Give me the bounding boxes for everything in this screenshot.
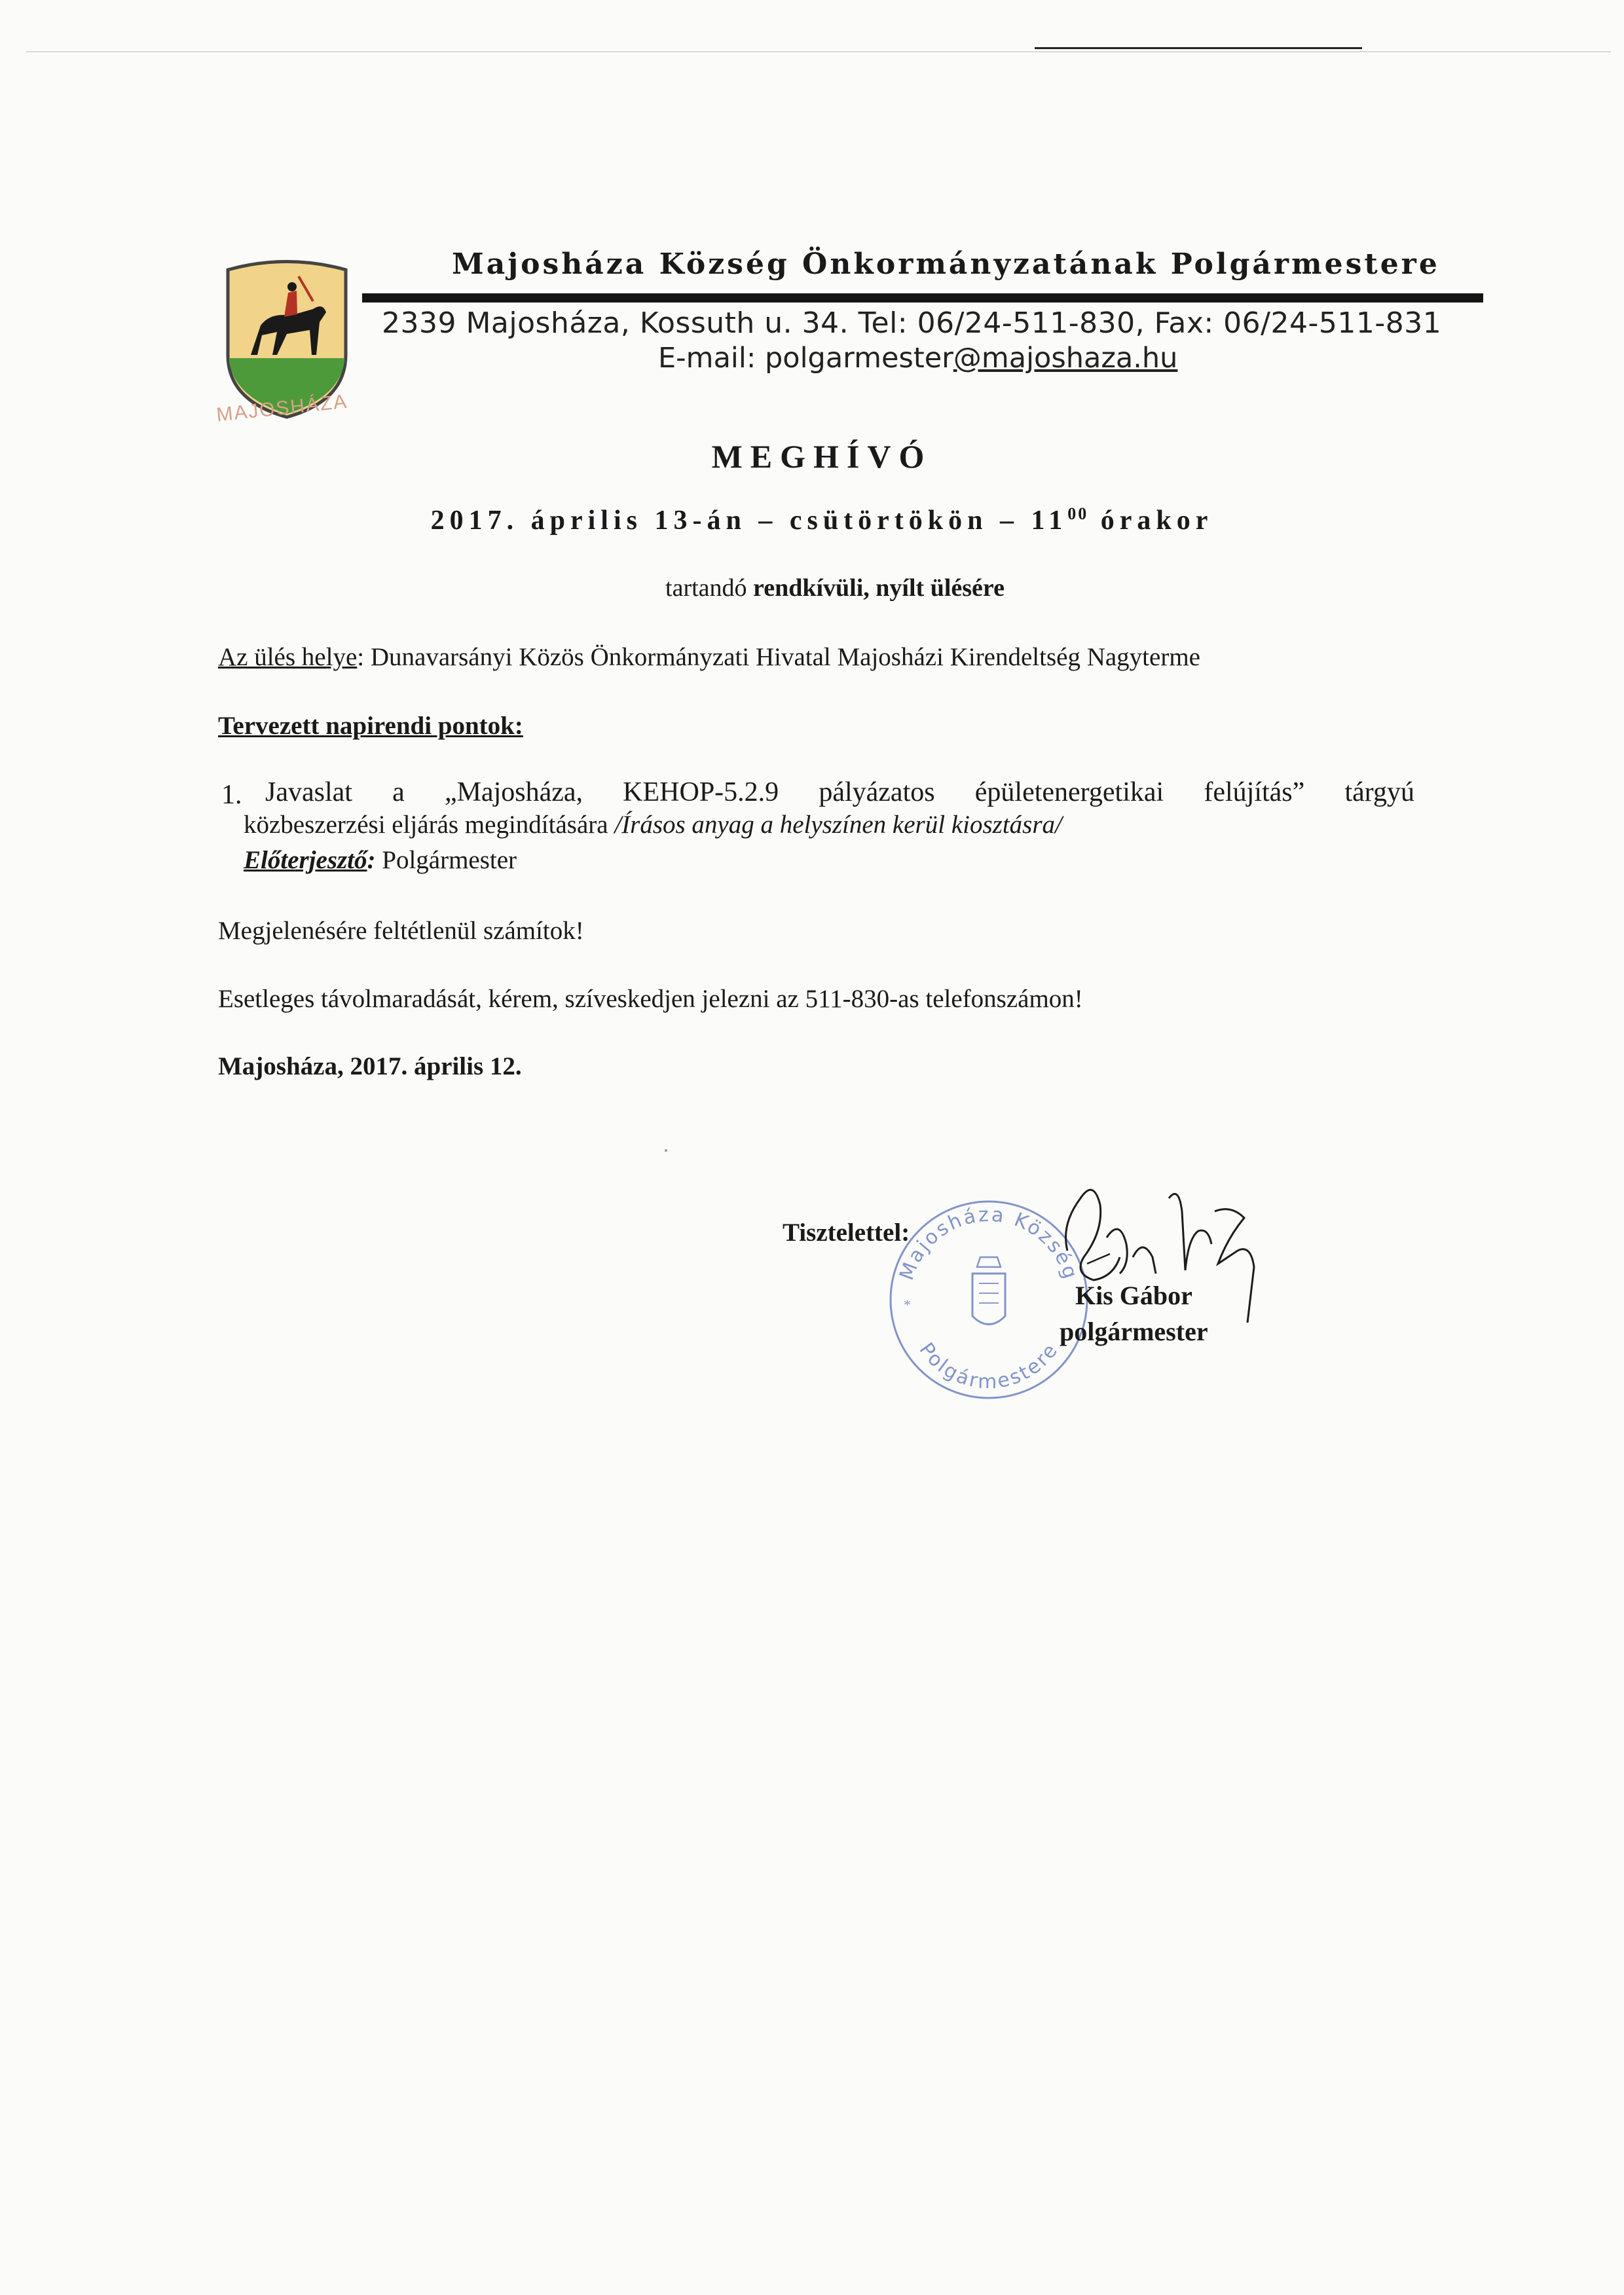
svg-text:Polgármestere [914, 1338, 1063, 1393]
signer-name: Kis Gábor [1075, 1281, 1192, 1310]
meeting-time-minutes: 00 [1067, 504, 1089, 523]
location-value: Dunavarsányi Közös Önkormányzati Hivatal Majosházi Kirendeltség Nagyterme [370, 643, 1200, 671]
attendance-paragraph: Megjelenésére feltétlenül számítok! [218, 917, 584, 945]
meeting-date-main: 2017. április 13-án – csütörtökön – 11 [430, 505, 1068, 536]
letterhead-rule [362, 293, 1483, 303]
letterhead-title: Majosháza Község Önkormányzatának Polgármestere [452, 248, 1440, 281]
stamp-text-top: Majosháza Község [895, 1203, 1082, 1283]
location-colon: : [357, 643, 365, 671]
presenter-colon: : [367, 846, 376, 874]
meeting-date-suffix: órakor [1100, 505, 1213, 536]
email-prefix: E-mail: polgarmester [658, 342, 953, 375]
email-link[interactable]: @majoshaza.hu [953, 342, 1178, 375]
agenda-item-number: 1. [221, 780, 242, 810]
place-date: Majosháza, 2017. április 12. [218, 1052, 522, 1080]
scan-edge-mark [1035, 47, 1362, 49]
agenda-item-line2-text: közbeszerzési eljárás megindítására [244, 811, 615, 839]
signer-title: polgármester [1060, 1317, 1208, 1346]
presenter-label: Előterjesztő [244, 846, 367, 874]
subtitle-bold: rendkívüli, nyílt ülésére [753, 574, 1005, 602]
stamp-text-bottom: Polgármestere [914, 1338, 1063, 1394]
subtitle-prefix: tartandó [665, 574, 747, 602]
presenter-value: Polgármester [375, 846, 517, 874]
letterhead-email [658, 342, 1509, 375]
document-title: MEGHÍVÓ [711, 438, 932, 475]
letterhead-address: 2339 Majosháza, Kossuth u. 34. Tel: 06/24-511-830, Fax: 06/24-511-831 [382, 306, 1442, 340]
scan-edge-line [26, 51, 1611, 52]
meeting-date [0, 504, 1624, 536]
agenda-item-line1: Javaslat a „Majosháza, KEHOP-5.2.9 pályázatos épületenergetikai felújítás” tárgyú [265, 777, 1414, 807]
meeting-location [218, 642, 1200, 674]
agenda-item-line2 [244, 809, 1062, 841]
closing-text: Tisztelettel: [783, 1219, 910, 1247]
svg-text:*: * [904, 1296, 911, 1313]
agenda-item-note: /Írásos anyag a helyszínen kerül kiosztásra/ [614, 811, 1062, 839]
handwritten-signature-icon [1022, 1159, 1283, 1329]
location-label: Az ülés helye [218, 643, 358, 671]
crest-caption: MAJOSHÁZA [215, 390, 349, 426]
absence-paragraph: Esetleges távolmaradását, kérem, szíveskedjen jelezni az 511-830-as telefonszámon! [218, 985, 1083, 1013]
agenda-item-presenter [244, 845, 517, 877]
scan-speck [665, 1149, 667, 1152]
agenda-heading: Tervezett napirendi pontok: [218, 712, 523, 740]
meeting-subtitle [0, 574, 1624, 602]
